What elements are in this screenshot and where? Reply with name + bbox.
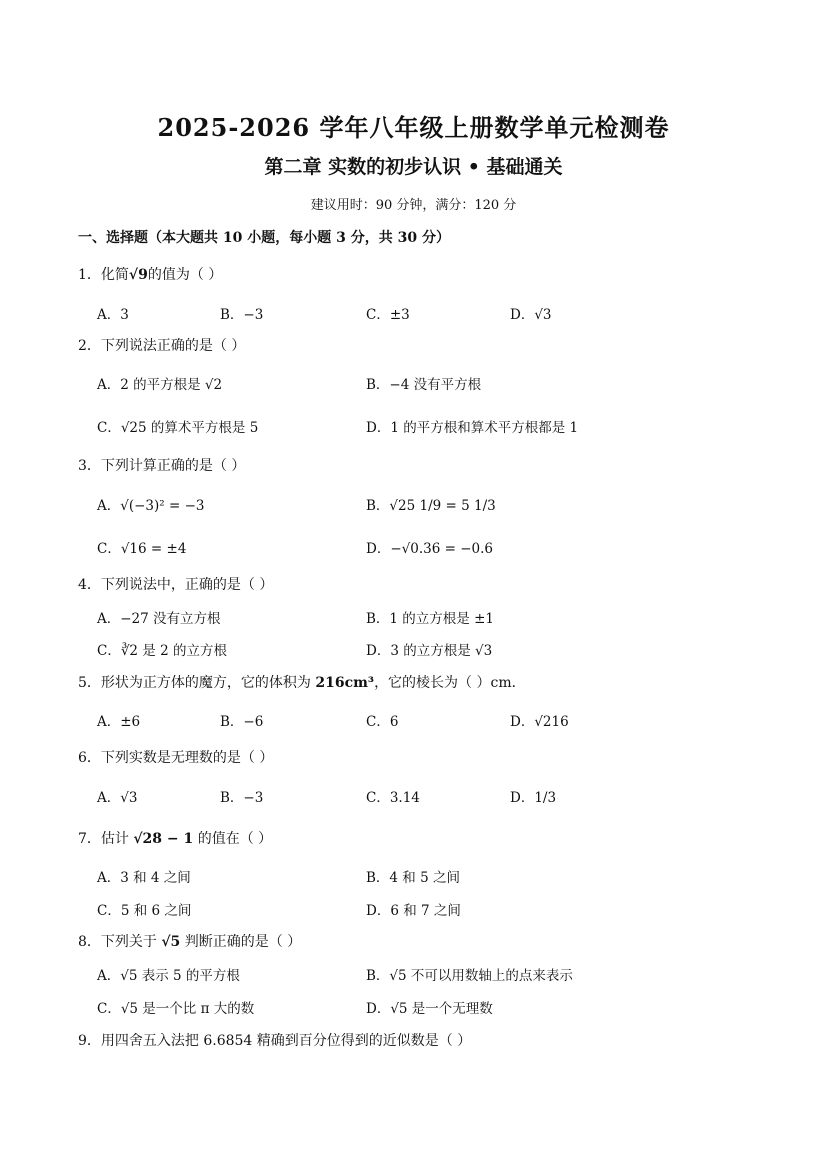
question-5 [78, 672, 526, 692]
option-c: C．∛2 是 2 的立方根 [97, 643, 227, 659]
option-b: B．−6 [220, 714, 264, 730]
option-c: C．√16 = ±4 [97, 541, 187, 557]
option-c: C．3.14 [366, 790, 420, 806]
option-b: B．−3 [220, 790, 264, 806]
question-6: 6．下列实数是无理数的是（ ） [78, 750, 274, 766]
option-c: C．√5 是一个比 π 大的数 [97, 1001, 255, 1017]
question-stem: 判断正确的是（ ） [180, 934, 302, 950]
question-stem: 1．化简 [78, 267, 129, 283]
option-a: A．±6 [97, 714, 141, 730]
question-1 [78, 264, 222, 284]
option-a: A．√5 表示 5 的平方根 [97, 968, 240, 984]
exam-meta: 建议用时：90 分钟，满分：120 分 [310, 198, 517, 213]
option-c: C．±3 [366, 307, 410, 323]
section-heading: 一、选择题（本大题共 10 小题，每小题 3 分，共 30 分） [78, 230, 450, 246]
question-math: 216cm³ [315, 675, 375, 691]
option-d: D．−√0.36 = −0.6 [366, 541, 493, 557]
option-b: B．−3 [220, 307, 264, 323]
question-stem: ，它的棱长为（ ）cm． [374, 675, 526, 691]
option-b: B．√5 不可以用数轴上的点来表示 [366, 968, 573, 984]
question-math: √9 [128, 267, 148, 283]
question-stem: 的值在（ ） [193, 831, 273, 847]
option-d: D．√216 [510, 714, 569, 730]
option-a: A．√(−3)² = −3 [97, 498, 205, 514]
option-b: B．4 和 5 之间 [366, 870, 460, 886]
option-a: A．3 [97, 307, 129, 323]
option-b: B．1 的立方根是 ±1 [366, 611, 494, 627]
question-8 [78, 931, 301, 951]
option-d: D．√3 [510, 307, 552, 323]
option-d: D．1/3 [510, 790, 557, 806]
question-stem: 5．形状为正方体的魔方，它的体积为 [78, 675, 316, 691]
option-b: B．−4 没有平方根 [366, 377, 482, 393]
option-b: B．√25 1/9 = 5 1/3 [366, 498, 496, 514]
question-7 [78, 828, 272, 848]
question-stem: 8．下列关于 [78, 934, 162, 950]
option-a: A．3 和 4 之间 [97, 870, 191, 886]
option-a: A．−27 没有立方根 [97, 611, 221, 627]
page-title: 2025-2026 学年八年级上册数学单元检测卷 [157, 113, 670, 142]
question-9: 9．用四舍五入法把 6.6854 精确到百分位得到的近似数是（ ） [78, 1033, 472, 1049]
option-d: D．√5 是一个无理数 [366, 1001, 493, 1017]
option-c: C．√25 的算术平方根是 5 [97, 420, 259, 436]
question-2: 2．下列说法正确的是（ ） [78, 338, 246, 354]
question-math: √5 [161, 934, 181, 950]
question-math: √28 − 1 [133, 831, 194, 847]
option-d: D．1 的平方根和算术平方根都是 1 [366, 420, 579, 436]
question-4: 4．下列说法中，正确的是（ ） [78, 577, 274, 593]
option-c: C．6 [366, 714, 399, 730]
option-c: C．5 和 6 之间 [97, 903, 192, 919]
option-d: D．3 的立方根是 √3 [366, 643, 493, 659]
question-stem: 7．估计 [78, 831, 134, 847]
option-a: A．2 的平方根是 √2 [97, 377, 223, 393]
chapter-subtitle: 第二章 实数的初步认识 • 基础通关 [264, 156, 563, 178]
option-d: D．6 和 7 之间 [366, 903, 461, 919]
option-a: A．√3 [97, 790, 138, 806]
question-stem: 的值为（ ） [147, 267, 223, 283]
question-3: 3．下列计算正确的是（ ） [78, 458, 246, 474]
